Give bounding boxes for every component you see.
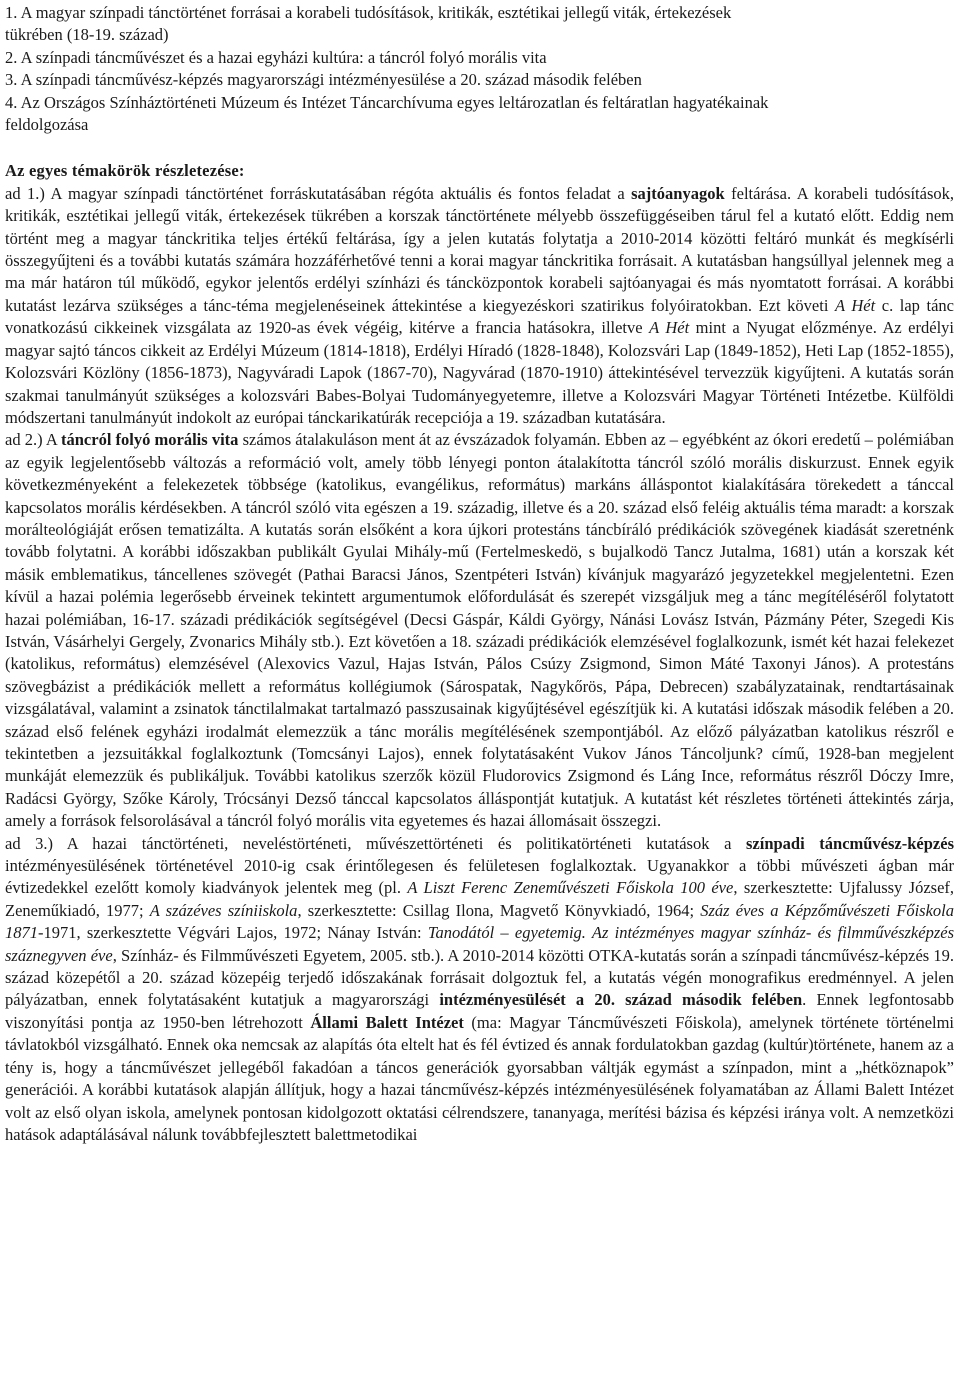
section-ad3 bbox=[5, 833, 954, 1147]
ad3-text-3: , szerkesztette: Ujfalussy József, Zeneműkiadó, 1977; bbox=[5, 878, 955, 920]
topic-list-line-4: 3. A színpadi táncművész-képzés magyarországi intézményesülése a 20. század második felében bbox=[5, 70, 642, 90]
ad3-italic-1: A Liszt Ferenc Zeneművészeti Főiskola 100 éve bbox=[407, 878, 734, 898]
ad2-bold-1: táncról folyó morális vita bbox=[61, 430, 239, 450]
ad3-bold-1: színpadi táncművész-képzés bbox=[745, 833, 954, 853]
ad1-text-4: mint a Nyugat előzménye. Az erdélyi magyar sajtó táncos cikkeit az Erdélyi Múzeum (1814-1818), Erdélyi Híradó (1828-1848), Kolozsvári Lap (1849-1852), Heti Lap (1852-1855), Kolozsvári Közlöny (1856-1873), Nagyváradi Lapok (1867-70), Nagyvárad (1870-1910) áttekintésével tervezzük kigyűjteni. A kutatás során szakmai tanulmányút szükséges a kolozsvári Babes-Bolyai Tudományegyetemre, illetve a Kolozsvári Magyar Történeti Intézetbe. Külföldi módszertani tanulmányút indokolt az európai tánckarikatúrák recepciója a 19. században kutatására. bbox=[5, 318, 954, 427]
ad1-italic-1: A Hét bbox=[834, 295, 876, 315]
ad3-bold-2: intézményesülését a 20. század második felében bbox=[439, 990, 803, 1010]
ad3-italic-3: Száz éves a Képzőművészeti Főiskola 1871 bbox=[5, 900, 954, 943]
ad3-text-5: -1971, szerkesztette Végvári Lajos, 1972; Nánay István: bbox=[38, 923, 428, 943]
ad3-text-8: (ma: Magyar Táncművészeti Főiskola), amelynek története történelmi távlatokból vizsgálható. Ennek oka nemcsak az alapítás óta eltelt hat és fél évtized és annak fordulatokban gazdag (kultúr)története, hanem az a tény is, hogy a táncművészet jellegéből fakadóan a táncos generációk gyorsabban váltják egymást a színpadon, mint a „hétköznapok” generációi. A korábbi kutatások alapján állítjuk, hogy a hazai táncművész-képzés intézményesülésének folyamatában az Állami Balett Intézet volt az első olyan iskola, amelynek pontosan kidolgozott oktatási célrendszere, tananyaga, merítési bázisa és képzési iránya volt. A nemzetközi hatások adaptálásával nálunk továbbfejlesztett balettmetodikai bbox=[5, 1012, 955, 1144]
ad1-text-3: c. lap tánc vonatkozású cikkeinek vizsgálata az 1920-as évek végéig, kitérve a francia hatásokra, illetve bbox=[5, 295, 954, 338]
ad1-text-1: ad 1.) A magyar színpadi tánctörténet forráskutatásában régóta aktuális és fontos feladat a bbox=[5, 183, 632, 203]
topic-list-line-2: tükrében (18-19. század) bbox=[5, 25, 169, 45]
topic-list-line-3: 2. A színpadi táncművészet és a hazai egyházi kultúra: a táncról folyó morális vita bbox=[5, 47, 547, 67]
topic-list-line-5: 4. Az Országos Színháztörténeti Múzeum és Intézet Táncarchívuma egyes leltározatlan és feltáratlan hagyatékainak bbox=[5, 92, 769, 112]
topic-list-line-1: 1. A magyar színpadi tánctörténet forrásai a korabeli tudósítások, kritikák, esztétikai jellegű viták, értekezések bbox=[5, 3, 732, 22]
section-ad2 bbox=[5, 429, 954, 832]
ad2-text-1: ad 2.) A bbox=[5, 430, 61, 450]
ad1-bold-1: sajtóanyagok bbox=[631, 183, 725, 203]
ad1-text-2: feltárása. A korabeli tudósítások, kritikák, esztétikai jellegű viták, értekezések tükrében a korszak tánctörténete mélyebb összefüggéseiben tárul fel a kutató előtt. Eddig nem történt meg a magyar tánckritika teljes értékű feltárása, így a jelen kutatás folytatja a 2010-2014 közötti feltáró munkát és megkísérli összegyűjteni és a további kutatás számára hozzáférhetővé tenni a korai magyar tánckritika forrásait. A kutatásban hangsúllyal jelennek meg a ma már határon túl működő, egykor jelentős erdélyi színházi és táncközpontok korabeli sajtóanyagai és más nyomtatott forrásai. A korábbi kutatást lezárva szükséges a tánc-téma megjelenéseinek áttekintése a kiegyezéskori szatirikus folyóiratokban. Ezt követi bbox=[5, 183, 954, 315]
ad3-italic-2: A százéves színiiskola bbox=[149, 900, 298, 920]
spacer bbox=[5, 136, 954, 160]
ad3-text-6: , Színház- és Filmművészeti Egyetem, 2005. stb.). A 2010-2014 közötti OTKA-kutatás során a színpadi táncművész-képzés 19. század közepétől a 20. század közepéig terjedő időszakának forrásait dolgoztuk fel, a kutatás végén monografikus eredménnyel. A jelen pályázatban, ennek folytatásaként kutatjuk a magyarországi bbox=[5, 945, 954, 1010]
ad3-bold-3: Állami Balett Intézet bbox=[310, 1012, 464, 1032]
section-ad1 bbox=[5, 183, 954, 429]
ad3-italic-4: Tanodától – egyetemig. Az intézményes magyar színház- és filmművészképzés száznegyven éve bbox=[5, 923, 954, 965]
details-heading: Az egyes témakörök részletezése: bbox=[5, 161, 245, 181]
ad3-text-4: , szerkesztette: Csillag Ilona, Magvető Könyvkiadó, 1964; bbox=[297, 900, 701, 920]
ad3-text-2: intézményesülésének történetével 2010-ig csak érintőlegesen és felületesen foglalkoztak. Ugyanakkor a többi művészeti ágban már évtizedekkel ezelőtt komoly kiadványok jelentek meg (pl. bbox=[5, 856, 954, 898]
ad1-italic-2: A Hét bbox=[649, 318, 690, 338]
topic-list-line-6: feldolgozása bbox=[5, 115, 89, 135]
ad3-text-1: ad 3.) A hazai tánctörténeti, neveléstörténeti, művészettörténeti és politikatörténeti kutatások a bbox=[5, 833, 746, 853]
ad2-text-2: számos átalakuláson ment át az évszázadok folyamán. Ebben az – egyébként az ókori eredetű – polémiában az egyik legjelentősebb változás a reformáció volt, amely több lényegi ponton átalakította táncról szóló morális diskurzust. Ennek egyik következményeként a felekezetek többsége (katolikus, evangélikus, református) markáns álláspontot kialakítására törekedett a tánccal kapcsolatos morális kérdésekben. A táncról szóló vita egészen a 19. századig, illetve és a 20. század első feléig aktuális téma maradt: a korszak morálteológiáját erősen tematizálta. A kutatás során elsőként a kora újkori protestáns táncbíráló prédikációk szövegének kiadását szeretnénk tovább folytatni. A korábbi időszakban publikált Gyulai Mihály-mű (Fertelmeskedö, s bujalkodö Tancz Jutalma, 1681) után a korszak két másik emblematikus, táncellenes szövegét (Pathai Baracsi János, Szentpéteri István) kívánjuk magyarázó jegyzetekkel megjelentetni. Ezen kívül a hazai polémia legerősebb érveinek tekintett argumentumok előfordulását és szerepét vizsgáljuk meg a tánc megítéléséről folytatott hazai polémiában, 16-17. századi prédikációk segítségével (Decsi Gáspár, Káldi György, Nánási Lovász István, Pázmány Péter, Szegedi Kis István, Vásárhelyi Gergely, Zvonarics Mihály stb.). Ezt követően a 18. századi prédikációk elemzésével foglalkozunk, ismét két hazai felekezet (katolikus, református) elemzésével (Alexovics Vazul, Hajas István, Pálos Csúzy Zsigmond, Simon Máté Taxonyi János). A protestáns szövegbázist a prédikációk mellett a református kollégiumok (Sárospatak, Nagykőrös, Pápa, Debrecen) szabályzatainak, rendtartásainak vizsgálatával, valamint a zsinatok tánctilalmakat tartalmazó passzusainak kigyűjtésével egészítjük ki. A kutatási időszak második felében a 20. század első felének egyházi irodalmát elemezzük a tánc morális megítélésének szempontjából. Az előző pályázatban katolikus részről e tekintetben a jezsuitákkal foglalkoztunk (Tomcsányi Lajos), ennek folytatásaként Vukov János Táncoljunk? című, 1928-ban megjelent munkáját elemezzük és publikáljuk. További katolikus szerzők közül Fludorovics Zsigmond és Láng Ince, református részről Dóczy Imre, Radácsi György, Szőke Károly, Trócsányi Dezső tánccal kapcsolatos álláspontját kutatjuk. A kutatást két részletes történeti áttekintés zárja, amely a források felsorolásával a táncról folyó morális vita egyetemes és hazai állomásait összegzi. bbox=[5, 430, 954, 831]
topic-list bbox=[5, 2, 954, 136]
ad3-text-7: . Ennek legfontosabb viszonyítási pontja az 1950-ben létrehozott bbox=[5, 990, 954, 1032]
